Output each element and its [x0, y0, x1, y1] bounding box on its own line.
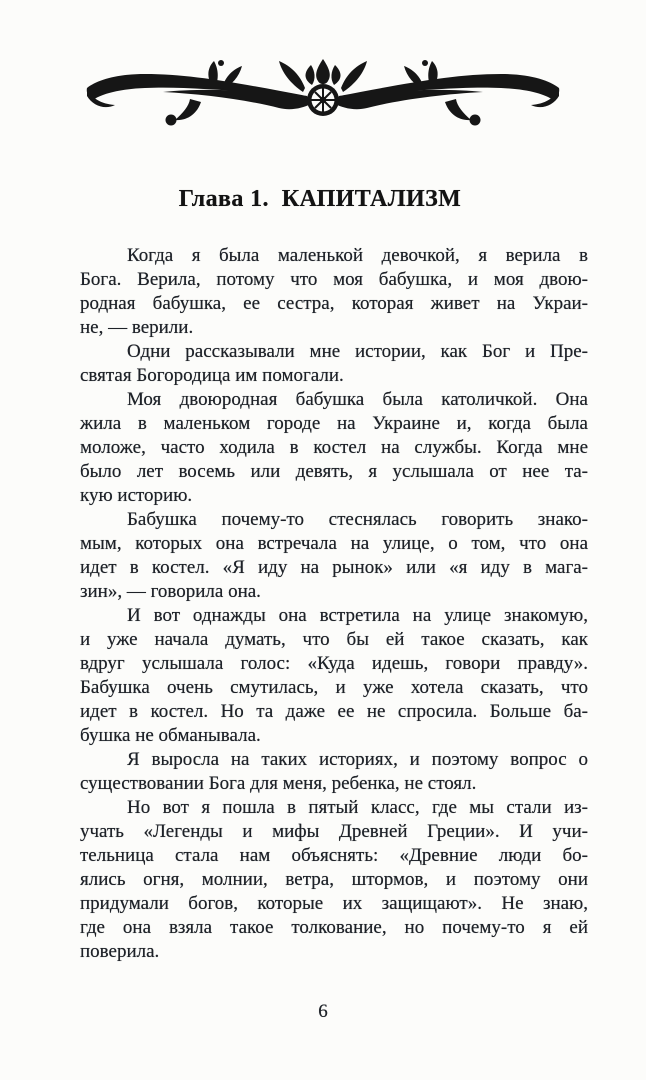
text-line: где она взяла такое толкование, но почему-то я ей [80, 917, 588, 938]
body-paragraph [80, 748, 588, 796]
text-line: Одни рассказывали мне истории, как Бог и Пре- [127, 341, 588, 362]
text-line: моложе, часто ходила в костел на службы. Когда мне [80, 437, 588, 458]
text-line: тельница стала нам объяснять: «Древние люди бо- [80, 845, 588, 866]
text-line: придумали богов, которые их защищают». Не знаю, [80, 893, 588, 914]
body-paragraph [80, 244, 588, 340]
text-line: Бога. Верила, потому что моя бабушка, и моя двою- [80, 269, 588, 290]
text-line: учать «Легенды и мифы Древней Греции». И учи- [80, 821, 588, 842]
text-line: вдруг услышала голос: «Куда идешь, говори правду». [80, 653, 588, 674]
body-paragraph [80, 340, 588, 388]
body-paragraph [80, 796, 588, 964]
text-line: идет в костел. «Я иду на рынок» или «я иду в мага- [80, 557, 588, 578]
text-line: Когда я была маленькой девочкой, я верила в [127, 245, 588, 266]
text-line: кую историю. [80, 485, 193, 506]
text-line: идет в костел. Но та даже ее не спросила. Больше ба- [80, 701, 588, 722]
page-number: 6 [318, 1001, 328, 1022]
text-line: Но вот я пошла в пятый класс, где мы стали из- [127, 797, 588, 818]
text-line: поверила. [80, 941, 160, 962]
text-line: Бабушка почему-то стеснялась говорить знако- [127, 509, 588, 530]
text-line: существовании Бога для меня, ребенка, не стоял. [80, 773, 477, 794]
text-line: И вот однажды она встретила на улице знакомую, [127, 605, 588, 626]
body-text [80, 244, 588, 964]
text-line: родная бабушка, ее сестра, которая живет на Украи- [80, 293, 588, 314]
floral-divider-icon [83, 58, 563, 142]
text-line: жила в маленьком городе на Украине и, когда была [80, 413, 588, 434]
text-line: святая Богородица им помогали. [80, 365, 344, 386]
text-line: не, — верили. [80, 317, 194, 338]
text-line: Бабушка очень смутилась, и уже хотела сказать, что [80, 677, 588, 698]
text-line: Я выросла на таких историях, и поэтому вопрос о [127, 749, 588, 770]
text-line: Моя двоюродная бабушка была католичкой. Она [127, 389, 588, 410]
ornament-divider [0, 58, 646, 142]
text-line: бушка не обманывала. [80, 725, 261, 746]
body-paragraph [80, 604, 588, 748]
text-line: и уже начала думать, что бы ей такое сказать, как [80, 629, 588, 650]
text-line: мым, которых она встречала на улице, о том, что она [80, 533, 588, 554]
text-line: было лет восемь или девять, я услышала от нее та- [80, 461, 588, 482]
text-line: зин», — говорила она. [80, 581, 261, 602]
body-paragraph [80, 388, 588, 508]
chapter-title: Глава 1. КАПИТАЛИЗМ [178, 186, 462, 212]
body-paragraph [80, 508, 588, 604]
text-line: ялись огня, молнии, ветра, штормов, и поэтому они [80, 869, 588, 890]
